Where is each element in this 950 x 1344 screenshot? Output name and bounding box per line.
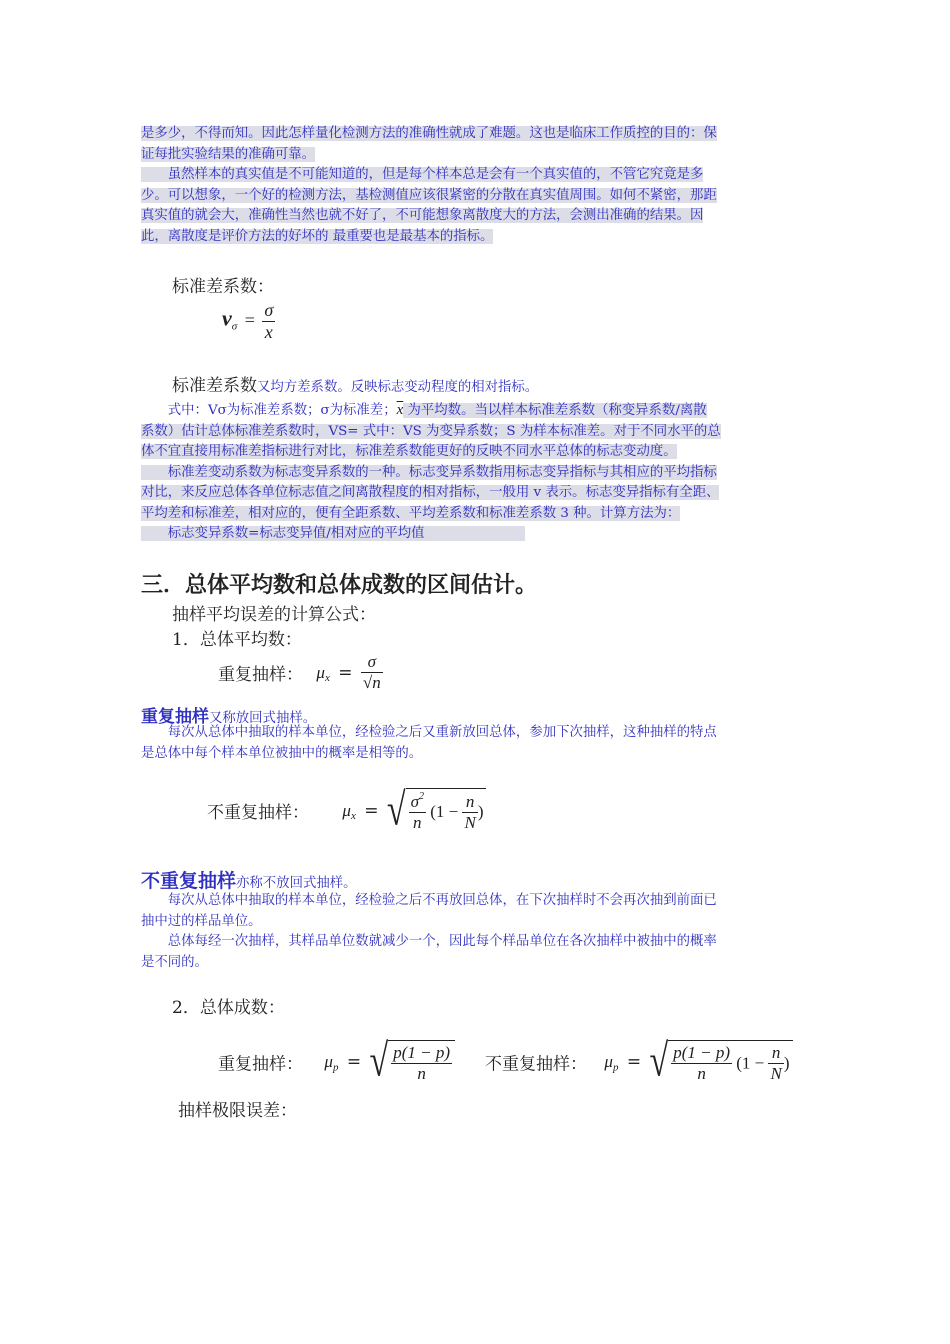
norepeat-numerator: σ	[410, 792, 419, 811]
cv-heading: 标准差系数：	[172, 277, 274, 297]
prop-norepeat-row	[485, 1036, 793, 1087]
prop-repeat-label: 重复抽样：	[218, 1054, 303, 1075]
text-line: 抽中过的样品单位。	[141, 913, 262, 929]
norepeat-label: 不重复抽样：	[207, 803, 309, 823]
text-line: 此，离散度是评价方法的好坏的 最重要也是最基本的指标。	[141, 228, 494, 244]
prop-repeat-denominator: n	[417, 1064, 426, 1083]
cv-eq: =	[244, 309, 255, 330]
norepeat-sqrt: √ $\frac{\sigma^2}{n}$ (1 − $\frac{n}{N}$ )	[387, 788, 487, 833]
text-line: 每次从总体中抽取的样本单位，经检验之后不再放回总体，在下次抽样时不会再次抽到前面已	[141, 893, 717, 908]
text-line: 是多少，不得而知。因此怎样量化检测方法的准确性就成了难题。这也是临床工作质控的目的：保	[141, 126, 717, 141]
norepeat-def-rest: 亦称不放回式抽样。	[236, 876, 357, 891]
text-line: 体不宜直接用标准差指标进行对比，标准差系数能更好的反映不同水平总体的标志变动度。	[141, 444, 677, 459]
norepeat-definition	[141, 866, 357, 893]
text-line: 式中：Vσ为标准差系数；σ为标准差；	[141, 403, 397, 418]
cv-formula	[222, 300, 275, 343]
item2-label: 2．总体成数：	[172, 998, 285, 1018]
prop-norepeat-paren-close: )	[783, 1053, 790, 1073]
text-line: 总体每经一次抽样，其样品单位数就减少一个，因此每个样品单位在各次抽样中被抽中的概率	[141, 934, 717, 949]
text-line: 虽然样本的真实值是不可能知道的，但是每个样本总是会有一个真实值的，不管它究竟是多	[141, 167, 704, 182]
prop-norepeat-sqrt: √ $\frac{p(1 - p)}{n}$ (1 − $\frac{n}{N}$ )	[650, 1040, 793, 1084]
top-paragraph	[141, 124, 821, 247]
repeat-denominator: √n	[362, 673, 381, 692]
norepeat-denominator: n	[413, 813, 422, 832]
prop-repeat-row	[218, 1036, 455, 1087]
norepeat-eq: =	[364, 800, 379, 821]
prop-norepeat-label: 不重复抽样：	[485, 1054, 587, 1075]
prop-repeat-numerator: p(1 − p)	[393, 1043, 450, 1062]
cv-def-rest: 又均方差系数。反映标志变动程度的相对指标。	[257, 380, 539, 395]
prop-repeat-mu: μ	[324, 1052, 333, 1071]
cv-numerator: σ	[264, 300, 274, 320]
norepeat-mu-sub: x	[350, 810, 356, 822]
text-line: 平均差和标准差，相对应的，便有全距系数、平均差系数和标准差系数 3 种。计算方法为：	[141, 505, 681, 521]
norepeat-N: N	[464, 812, 476, 832]
cv-fraction	[262, 300, 275, 343]
cv-lhs: v	[222, 305, 232, 331]
norepeat-formula-row	[207, 784, 486, 835]
cv-lhs-sub: σ	[231, 320, 238, 333]
repeat-description	[141, 723, 821, 764]
cv-paragraph	[141, 400, 821, 545]
text-line: 少。可以想象，一个好的检测方法，基检测值应该很紧密的分散在真实值周围。如何不紧密，那距	[141, 187, 717, 203]
prop-norepeat-numerator: p(1 − p)	[673, 1043, 730, 1062]
norepeat-term: 不重复抽样	[141, 870, 237, 892]
section-title: 三．总体平均数和总体成数的区间估计。	[141, 573, 538, 598]
repeat-eq: =	[338, 662, 353, 683]
repeat-label: 重复抽样：	[218, 665, 303, 685]
text-line: 是总体中每个样本单位被抽中的概率是相等的。	[141, 745, 423, 761]
prop-repeat-mu-sub: p	[332, 1061, 339, 1074]
prop-norepeat-mu-sub: p	[612, 1061, 619, 1074]
prop-norepeat-denominator: n	[697, 1064, 706, 1083]
sampling-error-label: 抽样平均误差的计算公式：	[172, 605, 376, 625]
norepeat-sup: 2	[418, 791, 424, 802]
repeat-def-rest: 又称放回式抽样。	[209, 711, 317, 726]
prop-norepeat-mu: μ	[604, 1052, 613, 1071]
text-line: 系数）估计总体标准差系数时，VS= 式中：VS 为变异系数；S 为样本标准差。对于不同水平的总	[141, 423, 721, 439]
text-line: 证每批实验结果的准确可靠。	[141, 146, 316, 162]
repeat-formula-row	[218, 652, 383, 693]
repeat-numerator: σ	[361, 652, 383, 673]
text-line: 对比，来反应总体各单位标志值之间离散程度的相对指标，一般用 v 表示。标志变异指标有全距、	[141, 485, 720, 500]
prop-norepeat-paren-open: (1 −	[736, 1053, 765, 1073]
cv-definition	[172, 371, 538, 396]
repeat-fraction	[361, 652, 383, 693]
text-line: 标准差变动系数为标志变异系数的一种。标志变异系数指用标志变异指标与其相应的平均指标	[141, 464, 717, 480]
cv-term: 标准差系数	[172, 376, 257, 396]
prop-norepeat-N: N	[770, 1064, 782, 1083]
prop-norepeat-n: n	[768, 1043, 783, 1064]
repeat-mu: μ	[316, 662, 325, 682]
norepeat-paren-open: (1 −	[430, 802, 459, 821]
norepeat-paren-close: )	[477, 802, 484, 821]
prop-norepeat-eq: =	[626, 1052, 642, 1072]
text-line: 为平均数。当以样本标准差系数（称变异系数/离散	[403, 403, 707, 418]
repeat-mu-sub: x	[324, 672, 330, 684]
x-bar: $\overline{x}$	[396, 402, 404, 418]
text-line: 标志变异系数=标志变异值/相对应的平均值	[141, 526, 525, 541]
norepeat-n: n	[462, 792, 477, 813]
item1-label: 1．总体平均数：	[172, 630, 302, 650]
repeat-term: 重复抽样	[141, 707, 209, 727]
limit-error-label: 抽样极限误差：	[178, 1101, 297, 1121]
cv-denominator: x	[264, 322, 273, 342]
norepeat-mu: μ	[342, 800, 351, 820]
norepeat-description	[141, 891, 821, 973]
text-line: 是不同的。	[141, 954, 208, 970]
text-line: 每次从总体中抽取的样本单位，经检验之后又重新放回总体，参加下次抽样，这种抽样的特点	[141, 725, 717, 740]
text-line: 真实值的就会大，准确性当然也就不好了，不可能想象离散度大的方法，会测出准确的结果。因	[141, 208, 704, 223]
prop-repeat-sqrt: √ $\frac{p(1 - p)}{n}$	[370, 1040, 455, 1084]
prop-repeat-eq: =	[346, 1052, 362, 1072]
